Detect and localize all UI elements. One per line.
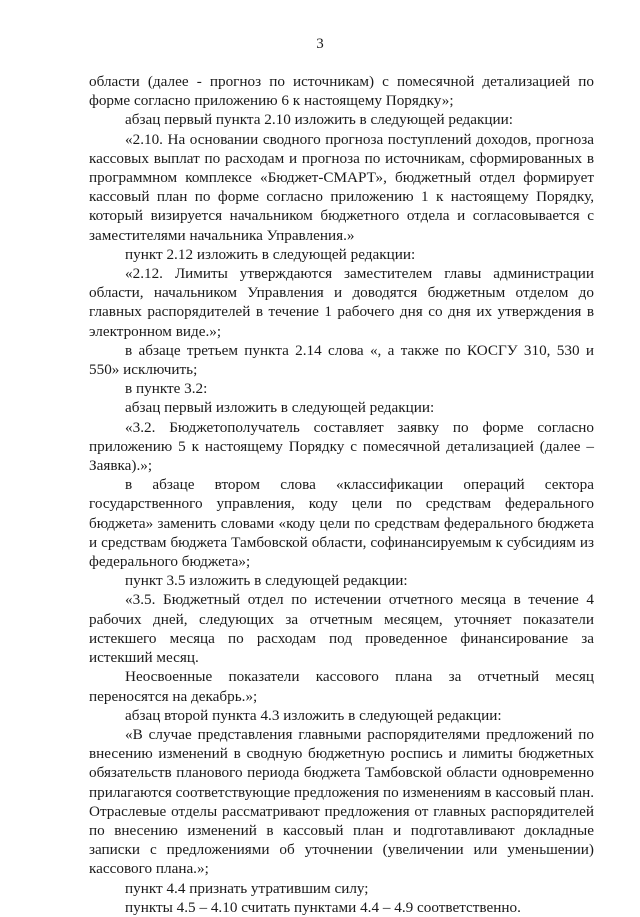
paragraph: пункт 2.12 изложить в следующей редакции: — [125, 245, 416, 263]
paragraph: области (далее - прогноз по источникам) с помесячной детализацией по форме согласно приложению 6 к настоящему Порядку»; — [89, 73, 594, 110]
paragraph: в пункте 3.2: — [125, 380, 208, 398]
paragraph: «2.12. Лимиты утверждаются заместителем главы администрации области, начальником Управления и доводятся бюджетным отделом до главных распорядителей в течение 1 рабочего дня со дня их утверждения в электронном виде.»; — [89, 265, 594, 340]
paragraph: пункт 3.5 изложить в следующей редакции: — [125, 572, 408, 590]
paragraph: пункты 4.5 – 4.10 считать пунктами 4.4 – 4.9 соответственно. — [125, 898, 521, 916]
paragraph: в абзаце третьем пункта 2.14 слова «, а также по КОСГУ 310, 530 и 550» исключить; — [89, 341, 594, 379]
paragraph: в абзаце втором слова «классификации операций сектора государственного управления, коду цели по средствам федерального бюджета» заменить словами «коду цели по средствам федерального бюджета и средствам бюджета Тамбовской области, софинансируемым к субсидиям из федерального бюджета»; — [89, 476, 594, 571]
document-body — [89, 72, 594, 917]
page-number: 3 — [316, 36, 324, 52]
paragraph: Неосвоенные показатели кассового плана за отчетный месяц переносятся на декабрь.»; — [89, 668, 594, 705]
paragraph: «В случае представления главными распорядителями предложений по внесению изменений в сводную бюджетную роспись и лимиты бюджетных обязательств планового периода бюджета Тамбовской области одновременно прилагаются соответствующие предложения по изменениям в кассовый план. Отраслевые отделы рассматривают предложения от главных распорядителей по внесению изменений в кассовый план и подготавливают докладные записки с предложениями об уточнении (увеличении или уменьшении) кассового плана.»; — [89, 725, 594, 878]
paragraph: «3.2. Бюджетополучатель составляет заявку по форме согласно приложению 5 к настоящему Порядку с помесячной детализацией (далее – Заявка).»; — [89, 418, 594, 475]
paragraph: абзац первый изложить в следующей редакции: — [125, 399, 435, 417]
paragraph: абзац второй пункта 4.3 изложить в следующей редакции: — [125, 706, 502, 724]
paragraph: «2.10. На основании сводного прогноза поступлений доходов, прогноза кассовых выплат по расходам и прогноза по источникам, сформированных в программном комплексе «Бюджет-СМАРТ», бюджетный отдел формирует кассовый план по форме согласно приложению 1 к настоящему Порядку, который визируется начальником бюджетного отдела и согласовывается с заместителями начальника Управления.» — [89, 130, 594, 244]
paragraph: абзац первый пункта 2.10 изложить в следующей редакции: — [125, 111, 513, 129]
paragraph: «3.5. Бюджетный отдел по истечении отчетного месяца в течение 4 рабочих дней, следующих за отчетным месяцем, уточняет показатели истекшего месяца по расходам под проведенное финансирование за истекший месяц. — [89, 591, 594, 667]
paragraph: пункт 4.4 признать утратившим силу; — [125, 879, 369, 897]
